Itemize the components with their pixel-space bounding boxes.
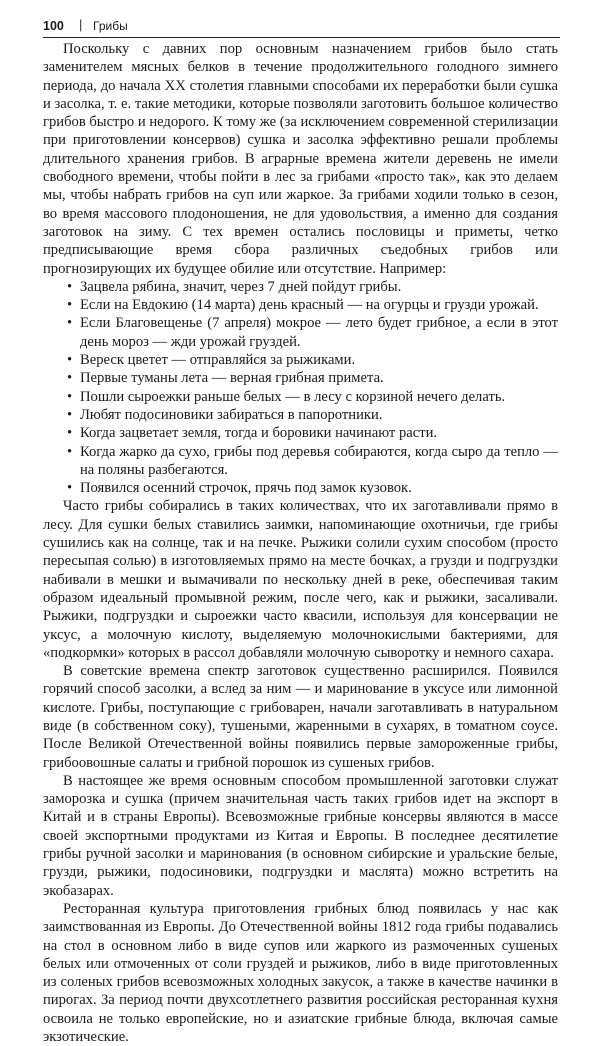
paragraph-present-day: В настоящее же время основным способом промышленной заготовки служат заморозка и сушка (причем значительная часть таких грибов идет на экспорт в Китай и в страны Европы). Всевозможные грибные консервы являются в массе своей экспортными продуктами из Китая и Европы. В последнее десятилетие грибы ручной засолки и маринования (в основном сибирские и уральские белые, грузди, рыжики, подосиновики, подгруздки и маслята) можно встретить на экобазарах.: [43, 772, 558, 899]
list-item: • Зацвела рябина, значит, через 7 дней пойдут грибы.: [80, 278, 558, 296]
list-item: • Когда жарко да сухо, грибы под деревья собираются, когда сыро да тепло — на поляны разбегаются.: [80, 443, 558, 480]
page-number: 100: [43, 19, 64, 33]
page-header: [43, 17, 560, 38]
list-item: • Вереск цветет — отправляйся за рыжиками.: [80, 351, 558, 369]
list-item: • Появился осенний строчок, прячь под замок кузовок.: [80, 479, 558, 497]
list-item: • Пошли сыроежки раньше белых — в лесу с корзиной нечего делать.: [80, 388, 558, 406]
paragraph-soviet-era: В советские времена спектр заготовок существенно расширился. Появился горячий способ засолки, а вслед за ним — и маринование в уксусе или лимонной кислоте. Грибы, поступающие с грибоварен, начали заготавливать в натуральном виде (в собственном соку), тушеными, жаренными в сухарях, в томатном соусе. После Великой Отечественной войны появились первые замороженные грибы, грибоовошные салаты и грибной порошок из сушеных грибов.: [43, 663, 558, 771]
running-title: Грибы: [93, 19, 128, 33]
paragraph-forest-preparation: Часто грибы собирались в таких количествах, что их заготавливали прямо в лесу. Для сушки белых ставились заимки, напоминающие охотничьи, где грибы сушились как на солнце, так и на печке. Рыжики солили сухим способом (просто пересыпая солью) в изготовляемых прямо на месте бочках, а грузди и подгруздки набивали в мешки и вымачивали по нескольку дней в реке, обеспечивая таким образом идеальный промывной режим, после чего, как и рыжики, засаливали. Рыжики, подгруздки и сыроежки часто квасили, используя для консервации не уксус, а молочную кислоту, выделяемую молочнокислыми бактериями, для «подкормки» которых в рассол добавляли молочную сыворотку и немного сахара.: [43, 498, 558, 661]
list-item: • Любят подосиновики забираться в папоротники.: [80, 406, 558, 424]
paragraph-preservation-history: Поскольку с давних пор основным назначением грибов было стать заменителем мясных белков в течение продолжительного голодного зимнего периода, до начала XX столетия главными способами их переработки были сушка и засолка, т. е. такие методики, которые позволяли заготовить большое количество грибов быстро и недорого. К тому же (за исключением современной стерилизации при приготовлении консервов) сушка и засолка эффективно решали проблемы длительного хранения грибов. В аграрные времена жители деревень не имели свободного времени, чтобы пойти в лес за грибами «просто так», как это делаем мы, чтобы набрать грибов на суп или жаркое. За грибами ходили только в сезон, во время массового плодоношения, не для удовольствия, а именно для создания заготовок на зиму. С тех времен остались пословицы и приметы, четко предписывающие время сбора различных съедобных грибов или прогнозирующих их будущее обилие или отсутствие. Например:: [43, 41, 559, 277]
folk-signs-list: [43, 278, 558, 498]
list-item: • Если Благовещенье (7 апреля) мокрое — лето будет грибное, а если в этот день мороз — жди урожай груздей.: [80, 314, 558, 351]
list-item: • Первые туманы лета — верная грибная примета.: [80, 369, 558, 387]
list-item: • Если на Евдокию (14 марта) день красный — на огурцы и грузди урожай.: [80, 296, 558, 314]
list-item: • Когда зацветает земля, тогда и боровики начинают расти.: [80, 424, 558, 442]
page-body: [43, 40, 558, 1046]
paragraph-restaurant-culture: Ресторанная культура приготовления грибных блюд появилась у нас как заимствованная из Европы. До Отечественной войны 1812 года грибы подавались на стол в основном либо в виде супов или жаркого из размоченных сушеных белых или отмоченных от соли груздей и рыжиков, либо в виде приготовленных из соленых грибов всевозможных холодных закусок, а также в качестве начинки в пирогах. За период почти двухсотлетнего развития российская ресторанная кухня освоила не только европейские, но и азиатские грибные блюда, включая самые экзотические.: [43, 900, 558, 1046]
header-separator: |: [79, 17, 83, 32]
